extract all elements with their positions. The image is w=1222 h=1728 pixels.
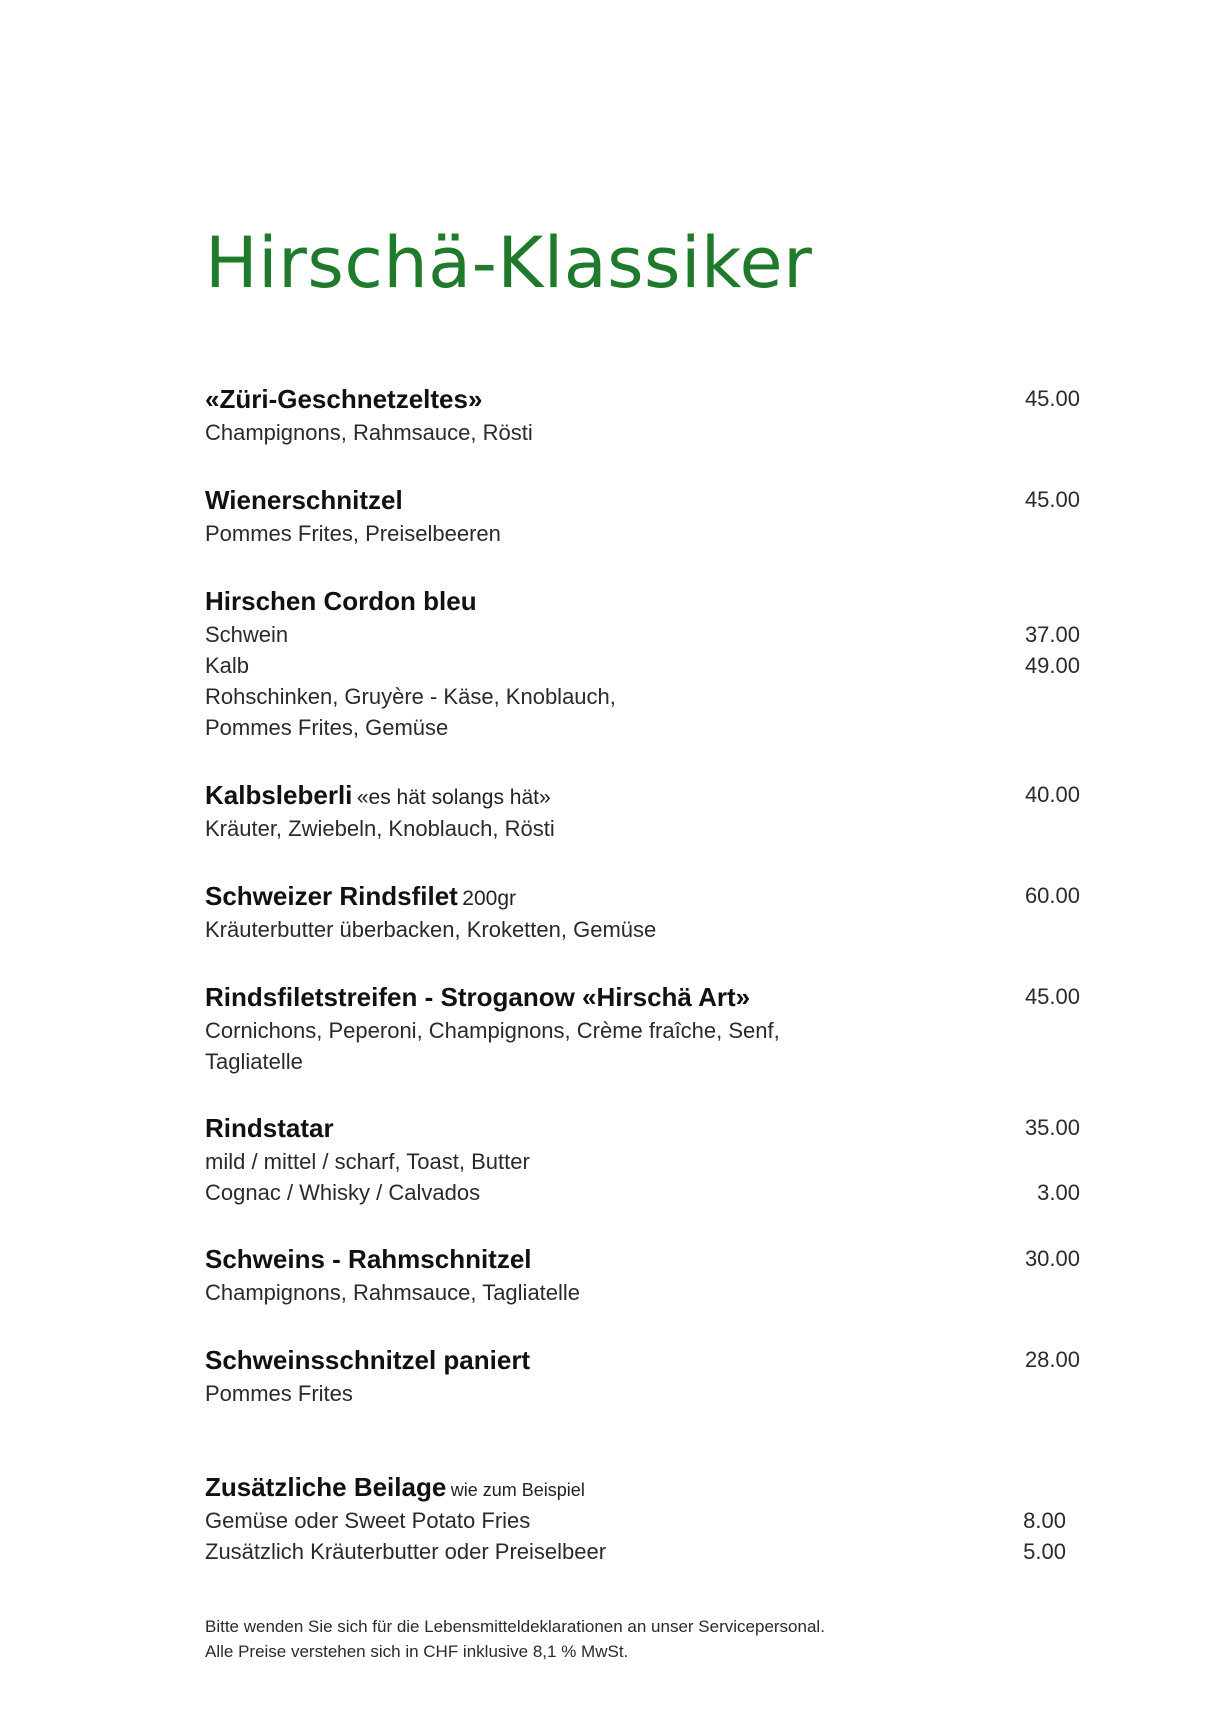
dish-description: Cornichons, Peperoni, Champignons, Crème fraîche, Senf,	[205, 1018, 780, 1043]
dish-name: Hirschen Cordon bleu	[205, 586, 477, 616]
dish-note: wie zum Beispiel	[450, 1480, 585, 1500]
dish-name: Kalbsleberli	[205, 780, 353, 810]
dish-price: 35.00	[1024, 1115, 1080, 1140]
price-notice: Alle Preise verstehen sich in CHF inklusive 8,1 % MwSt.	[205, 1642, 629, 1661]
dish-note: «es hät solangs hät»	[356, 786, 551, 809]
dish-name: Wienerschnitzel	[205, 485, 403, 515]
menu-item	[205, 1241, 1080, 1308]
menu-item	[205, 1110, 1080, 1208]
dish-description: mild / mittel / scharf, Toast, Butter	[205, 1149, 530, 1174]
side-dish-label: Gemüse oder Sweet Potato Fries	[205, 1508, 531, 1533]
page-title: Hirschä-Klassiker	[205, 222, 813, 304]
dish-description: Champignons, Rahmsauce, Tagliatelle	[205, 1280, 581, 1305]
footer-note	[205, 1614, 825, 1664]
menu-item	[205, 979, 1080, 1077]
side-dish-section	[205, 1469, 1080, 1567]
side-dish-price: 8.00	[1023, 1508, 1066, 1533]
variant-price: 49.00	[1024, 653, 1080, 678]
menu-item	[205, 777, 1080, 844]
dish-price: 45.00	[1024, 487, 1080, 512]
menu-item	[205, 583, 1080, 743]
menu-item	[205, 482, 1080, 549]
dish-name: «Züri-Geschnetzeltes»	[205, 384, 483, 414]
dish-price: 30.00	[1024, 1246, 1080, 1271]
dish-description: Pommes Frites	[205, 1381, 353, 1406]
dish-description: Kräuterbutter überbacken, Kroketten, Gemüse	[205, 917, 657, 942]
side-dish-label: Zusätzlich Kräuterbutter oder Preiselbeer	[205, 1539, 607, 1564]
dish-description: Pommes Frites, Gemüse	[205, 715, 449, 740]
dish-description: Champignons, Rahmsauce, Rösti	[205, 420, 533, 445]
dish-description: Pommes Frites, Preiselbeeren	[205, 521, 501, 546]
dish-name: Zusätzliche Beilage	[205, 1472, 447, 1502]
dish-price: 60.00	[1024, 883, 1080, 908]
menu-item	[205, 381, 1080, 448]
variant-label: Kalb	[205, 653, 250, 678]
dish-name: Rindsfiletstreifen - Stroganow «Hirschä Art»	[205, 982, 751, 1012]
allergen-notice: Bitte wenden Sie sich für die Lebensmitteldeklarationen an unser Servicepersonal.	[205, 1617, 825, 1636]
addon-price: 3.00	[1037, 1180, 1080, 1205]
dish-description: Tagliatelle	[205, 1049, 303, 1074]
dish-note: 200gr	[462, 887, 517, 910]
dish-name: Schweizer Rindsfilet	[205, 881, 458, 911]
dish-name: Rindstatar	[205, 1113, 334, 1143]
dish-price: 45.00	[1024, 984, 1080, 1009]
variant-label: Schwein	[205, 622, 289, 647]
dish-price: 40.00	[1024, 782, 1080, 807]
dish-description: Kräuter, Zwiebeln, Knoblauch, Rösti	[205, 816, 555, 841]
menu-item	[205, 878, 1080, 945]
dish-price: 28.00	[1024, 1347, 1080, 1372]
menu-item	[205, 1342, 1080, 1409]
dish-name: Schweinsschnitzel paniert	[205, 1345, 531, 1375]
dish-name: Schweins - Rahmschnitzel	[205, 1244, 532, 1274]
variant-price: 37.00	[1024, 622, 1080, 647]
dish-price: 45.00	[1024, 386, 1080, 411]
side-dish-price: 5.00	[1023, 1539, 1066, 1564]
addon-label: Cognac / Whisky / Calvados	[205, 1180, 481, 1205]
dish-description: Rohschinken, Gruyère - Käse, Knoblauch,	[205, 684, 616, 709]
